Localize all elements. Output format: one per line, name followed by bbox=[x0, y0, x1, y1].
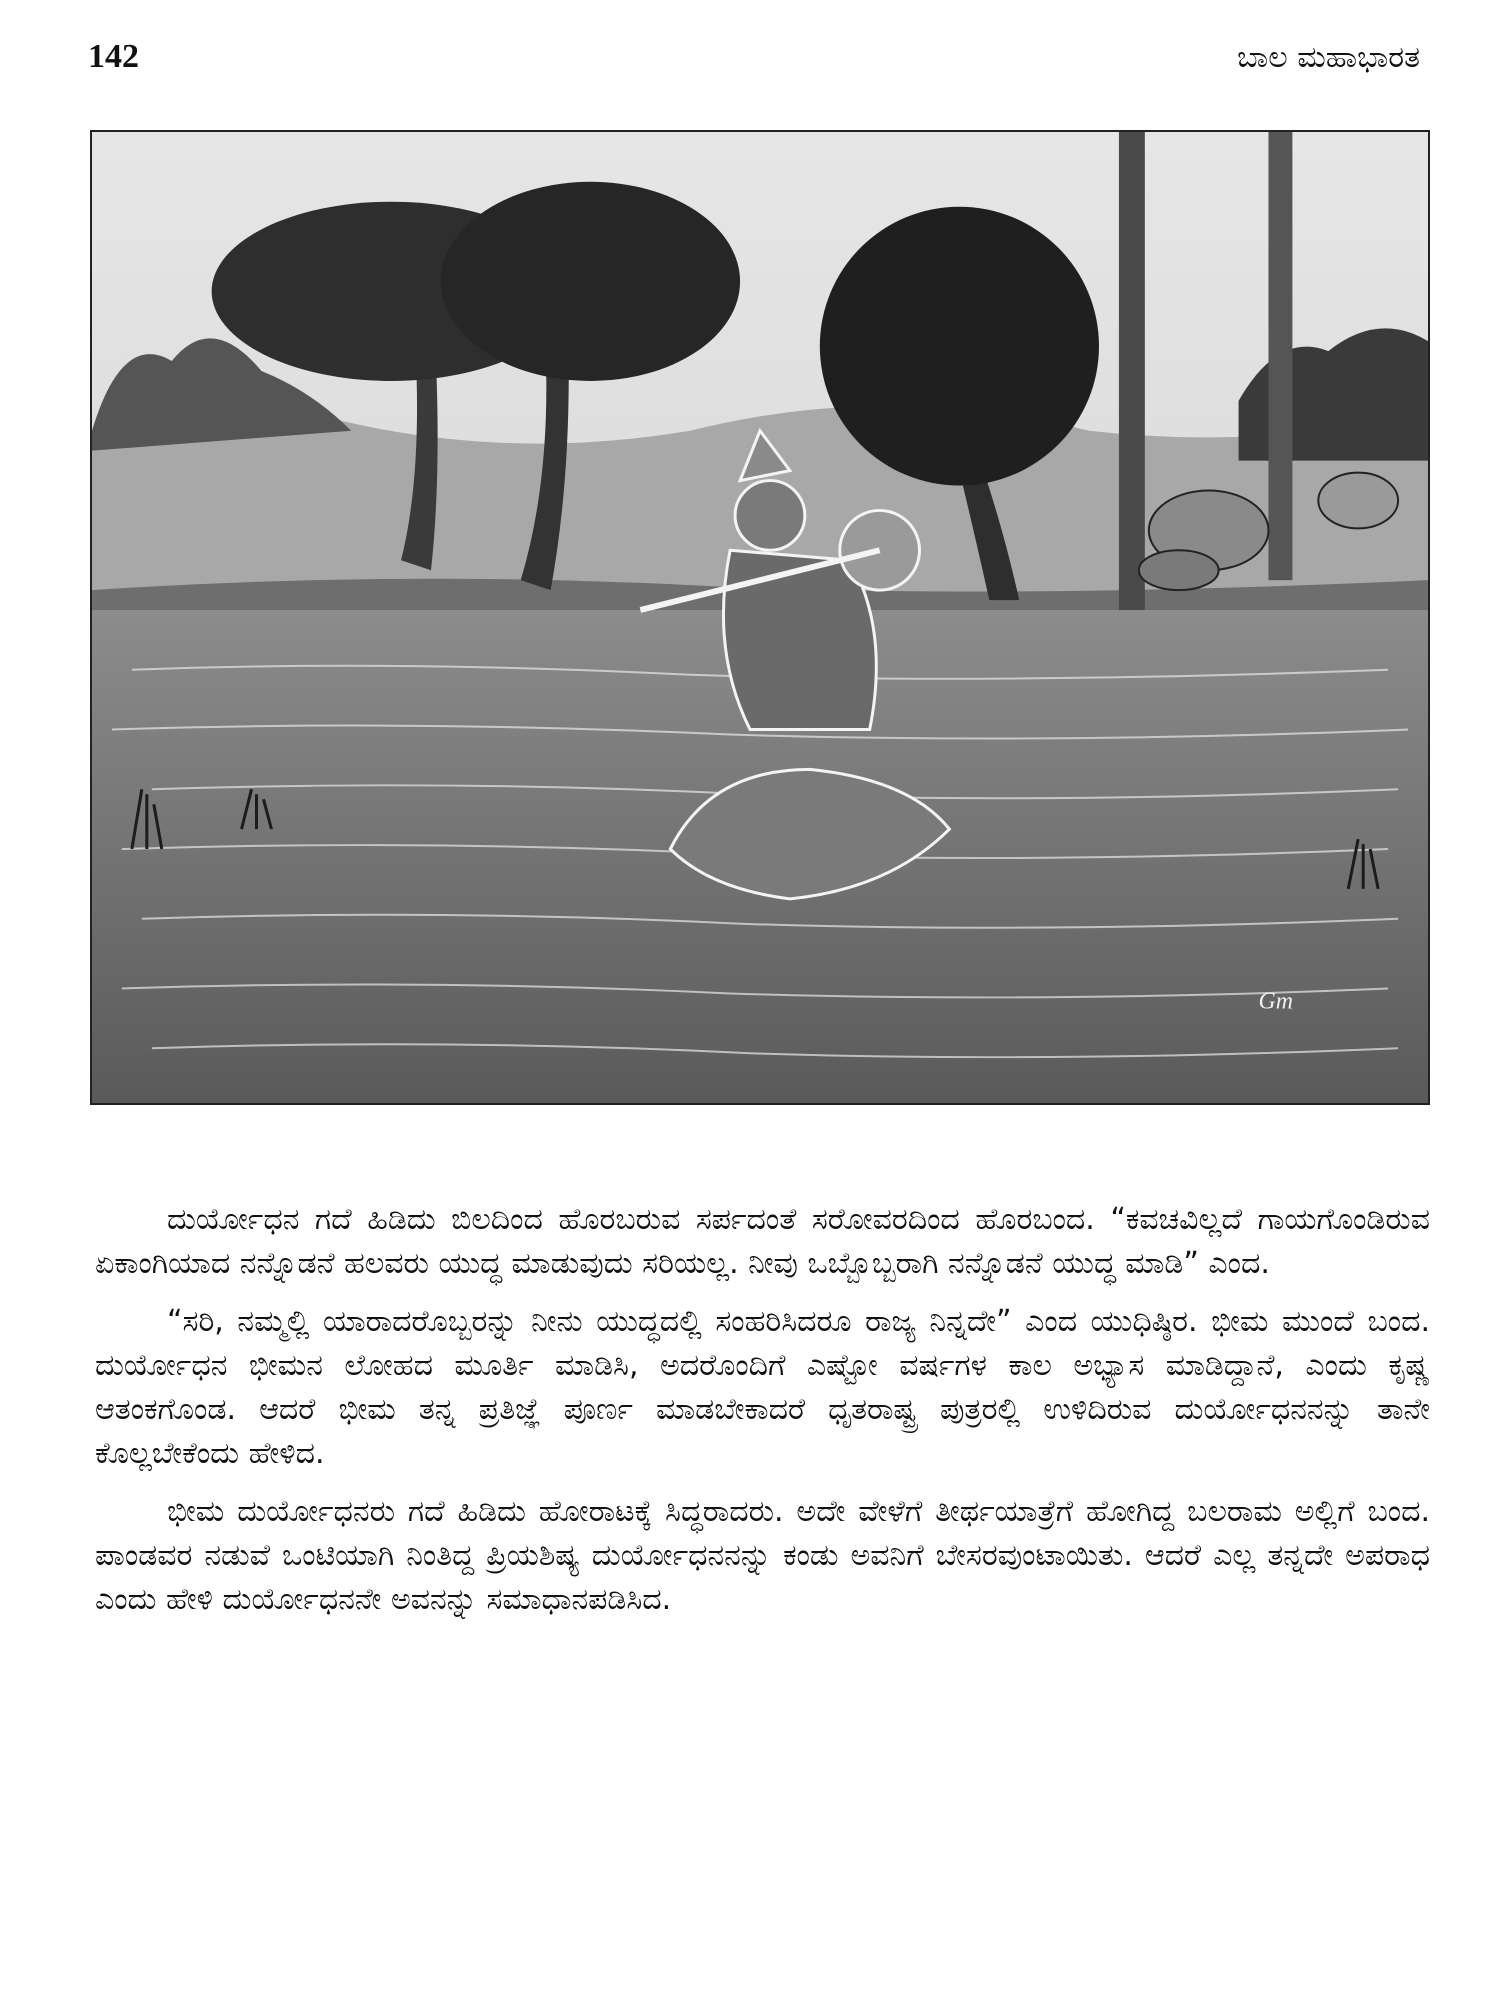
tree-canopy-right bbox=[820, 207, 1099, 486]
artist-signature: Gm bbox=[1258, 988, 1294, 1015]
running-title: ಬಾಲ ಮಹಾಭಾರತ bbox=[1237, 40, 1420, 75]
paragraph-3: ಭೀಮ ದುರ್ಯೋಧನರು ಗದೆ ಹಿಡಿದು ಹೋರಾಟಕ್ಕೆ ಸಿದ್ಧರಾದರು. ಅದೇ ವೇಳೆಗೆ ತೀರ್ಥಯಾತ್ರೆಗೆ ಹೋಗಿದ್ದ ಬಲರಾಮ ಅಲ್ಲಿಗೆ ಬಂದ. ಪಾಂಡವರ ನಡುವೆ ಒಂಟಿಯಾಗಿ ನಿಂತಿದ್ದ ಪ್ರಿಯಶಿಷ್ಯ ದುರ್ಯೋಧನನನ್ನು ಕಂಡು ಅವನಿಗೆ ಬೇಸರವುಂಟಾಯಿತು. ಆದರೆ ಎಲ್ಲ ತನ್ನದೇ ಅಪರಾಧ ಎಂದು ಹೇಳಿ ದುರ್ಯೋಧನನೇ ಅವನನ್ನು ಸಮಾಧಾನಪಡಿಸಿದ. bbox=[95, 1494, 1430, 1617]
paragraph-2: “ಸರಿ, ನಮ್ಮಲ್ಲಿ ಯಾರಾದರೊಬ್ಬರನ್ನು ನೀನು ಯುದ್ಧದಲ್ಲಿ ಸಂಹರಿಸಿದರೂ ರಾಜ್ಯ ನಿನ್ನದೇ” ಎಂದ ಯುಧಿಷ್ಠಿರ. ಭೀಮ ಮುಂದೆ ಬಂದ. ದುರ್ಯೋಧನ ಭೀಮನ ಲೋಹದ ಮೂರ್ತಿ ಮಾಡಿಸಿ, ಅದರೊಂದಿಗೆ ಎಷ್ಟೋ ವರ್ಷಗಳ ಕಾಲ ಅಭ್ಯಾಸ ಮಾಡಿದ್ದಾನೆ, ಎಂದು ಕೃಷ್ಣ ಆತಂಕಗೊಂಡ. ಆದರೆ ಭೀಮ ತನ್ನ ಪ್ರತಿಜ್ಞೆ ಪೂರ್ಣ ಮಾಡಬೇಕಾದರೆ ಧೃತರಾಷ್ಟ್ರ ಪುತ್ರರಲ್ಲಿ ಉಳಿದಿರುವ ದುರ್ಯೋಧನನನ್ನು ತಾನೇ ಕೊಲ್ಲಬೇಕೆಂದು ಹೇಳಿದ. bbox=[95, 1304, 1430, 1471]
page-number: 142 bbox=[88, 38, 139, 75]
paragraph-1: ದುರ್ಯೋಧನ ಗದೆ ಹಿಡಿದು ಬಿಲದಿಂದ ಹೊರಬರುವ ಸರ್ಪದಂತೆ ಸರೋವರದಿಂದ ಹೊರಬಂದ. “ಕವಚವಿಲ್ಲದೆ ಗಾಯಗೊಂಡಿರುವ ಏಕಾಂಗಿಯಾದ ನನ್ನೊಡನೆ ಹಲವರು ಯುದ್ಧ ಮಾಡುವುದು ಸರಿಯಲ್ಲ. ನೀವು ಒಬ್ಬೊಬ್ಬರಾಗಿ ನನ್ನೊಡನೆ ಯುದ್ಧ ಮಾಡಿ” ಎಂದ. bbox=[95, 1202, 1430, 1281]
illustration bbox=[90, 130, 1430, 1105]
body-text bbox=[95, 1198, 1430, 1636]
rock-bottom bbox=[1139, 550, 1219, 590]
tall-trunk-2 bbox=[1268, 132, 1292, 580]
tree-canopy-center-left bbox=[441, 182, 740, 381]
rock-small bbox=[1318, 473, 1398, 529]
page-header bbox=[88, 38, 1420, 88]
tall-trunk-1 bbox=[1119, 132, 1145, 610]
illustration-drawing bbox=[92, 132, 1428, 1103]
figure-head bbox=[735, 481, 805, 551]
